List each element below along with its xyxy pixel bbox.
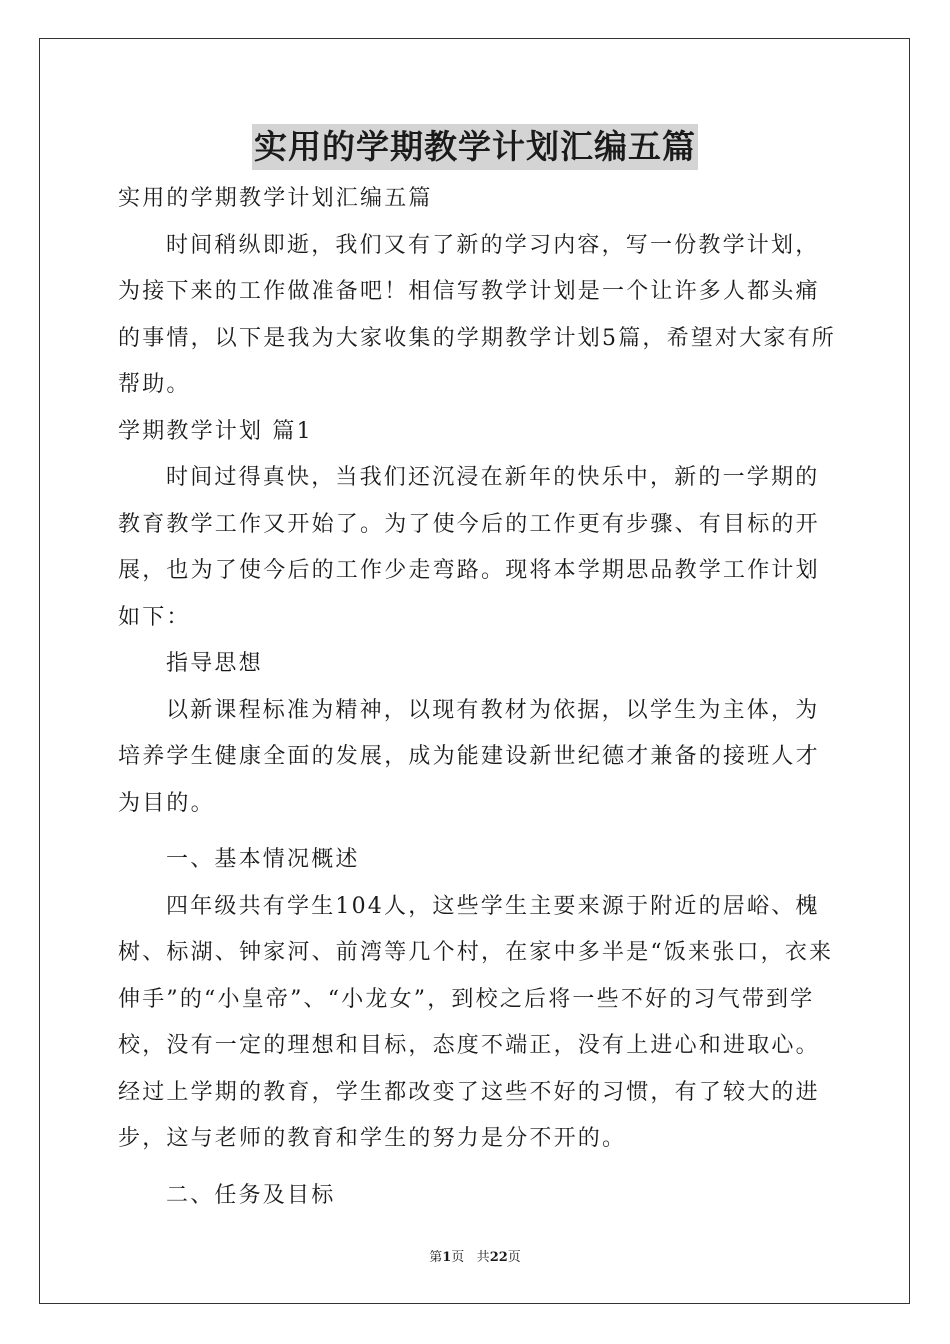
heading-tasks-goals: 二、任务及目标 <box>166 1182 336 1208</box>
document-title-wrapper <box>0 124 950 170</box>
heading-guiding-idea: 指导思想 <box>166 651 263 676</box>
footer-page-suffix: 页 <box>451 1250 465 1265</box>
footer-total-pages: 22 <box>489 1250 508 1265</box>
document-title: 实用的学期教学计划汇编五篇 <box>252 124 698 170</box>
paragraph-basic-situation: 四年级共有学生104人，这些学生主要来源于附近的居峪、槐树、标湖、钟家河、前湾等几个村，在家中多半是“饭来张口，衣来伸手”的“小皇帝”、“小龙女”，到校之后将一些不好的习气带到学校，没有一定的理想和目标，态度不端正，没有上进心和进取心。经过上学期的教育，学生都改变了这些不好的习惯，有了较大的进步，这与老师的教育和学生的努力是分不开的。 <box>118 893 834 1151</box>
paragraph-plan-1-intro: 时间过得真快，当我们还沉浸在新年的快乐中，新的一学期的教育教学工作又开始了。为了使今后的工作更有步骤、有目标的开展，也为了使今后的工作少走弯路。现将本学期思品教学工作计划如下： <box>118 465 820 630</box>
heading-basic-situation: 一、基本情况概述 <box>166 847 360 872</box>
page-footer <box>0 1246 950 1265</box>
document-body <box>118 176 838 1219</box>
paragraph-intro: 时间稍纵即逝，我们又有了新的学习内容，写一份教学计划，为接下来的工作做准备吧！相信写教学计划是一个让许多人都头痛的事情，以下是我为大家收集的学期教学计划5篇，希望对大家有所帮助。 <box>118 232 836 397</box>
paragraph-guiding-idea: 以新课程标准为精神，以现有教材为依据，以学生为主体，为培养学生健康全面的发展，成为能建设新世纪德才兼备的接班人才为目的。 <box>118 697 820 816</box>
section-heading-plan-1: 学期教学计划 篇1 <box>118 418 313 444</box>
footer-total-prefix: 共 <box>476 1250 490 1265</box>
paragraph-subtitle: 实用的学期教学计划汇编五篇 <box>118 186 433 211</box>
footer-total-suffix: 页 <box>507 1250 521 1265</box>
footer-page-number: 1 <box>442 1250 452 1265</box>
footer-page-prefix: 第 <box>429 1250 443 1265</box>
